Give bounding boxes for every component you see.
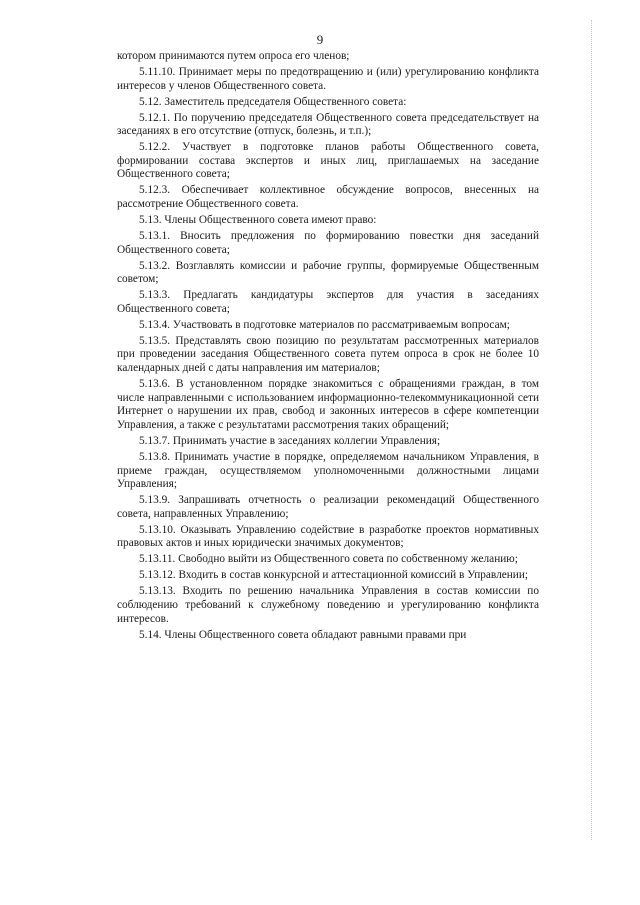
paragraph: 5.11.10. Принимает меры по предотвращению и (или) урегулированию конфликта интересов у членов Общественного совета. <box>117 65 539 92</box>
paragraph: 5.13.4. Участвовать в подготовке материалов по рассматриваемым вопросам; <box>139 318 510 331</box>
paragraph: котором принимаются путем опроса его членов; <box>117 50 350 62</box>
page-number: 9 <box>316 32 324 47</box>
scan-edge-line <box>590 20 592 840</box>
paragraph: 5.12.2. Участвует в подготовке планов работы Общественного совета, формировании состава экспертов и иных лиц, приглашаемых на заседание Общественного совета; <box>117 141 539 181</box>
paragraph: 5.13.11. Свободно выйти из Общественного совета по собственному желанию; <box>139 553 518 566</box>
paragraph: 5.13. Члены Общественного совета имеют право: <box>139 214 377 226</box>
paragraph: 5.13.2. Возглавлять комиссии и рабочие группы, формируемые Общественным советом; <box>117 259 539 286</box>
paragraph: 5.13.9. Запрашивать отчетность о реализации рекомендаций Общественного совета, направленных Управлению; <box>117 494 539 520</box>
paragraph: 5.13.7. Принимать участие в заседаниях коллегии Управления; <box>139 434 441 447</box>
paragraph: 5.13.1. Вносить предложения по формированию повестки дня заседаний Общественного совета; <box>117 229 539 256</box>
paragraph: 5.12. Заместитель председателя Общественного совета: <box>139 95 407 108</box>
paragraph: 5.13.12. Входить в состав конкурсной и аттестационной комиссий в Управлении; <box>139 569 529 582</box>
paragraph: 5.13.8. Принимать участие в порядке, определяемом начальником Управления, в приеме граждан, осуществляемом уполномоченными должностными лицами Управления; <box>117 450 539 491</box>
paragraph: 5.13.5. Представлять свою позицию по результатам рассмотренных материалов при проведении заседания Общественного совета путем опроса в срок не более 10 календарных дней с даты направления им материалов; <box>117 334 539 375</box>
paragraph: 5.13.10. Оказывать Управлению содействие в разработке проектов нормативных правовых актов и иных юридически значимых документов; <box>117 523 539 550</box>
paragraph: 5.13.6. В установленном порядке знакомиться с обращениями граждан, в том числе направленными с использованием информационно-телекоммуникационной сети Интернет о нарушении их прав, свобод и законных интересов в сфере компетенции Управления, а также с результатами рассмотрения таких обращений; <box>117 378 539 431</box>
paragraph: 5.14. Члены Общественного совета обладают равными правами при <box>139 628 467 641</box>
paragraph: 5.12.3. Обеспечивает коллективное обсуждение вопросов, внесенных на рассмотрение Общественного совета. <box>117 184 539 211</box>
paragraph: 5.13.3. Предлагать кандидатуры экспертов для участия в заседаниях Общественного совета; <box>117 289 539 315</box>
paragraph: 5.12.1. По поручению председателя Общественного совета председательствует на заседаниях в его отсутствие (отпуск, болезнь, и т.п.); <box>117 111 539 138</box>
document-body <box>117 50 539 644</box>
paragraph: 5.13.13. Входить по решению начальника Управления в состав комиссии по соблюдению требований к служебному поведению и урегулированию конфликта интересов. <box>117 585 539 625</box>
